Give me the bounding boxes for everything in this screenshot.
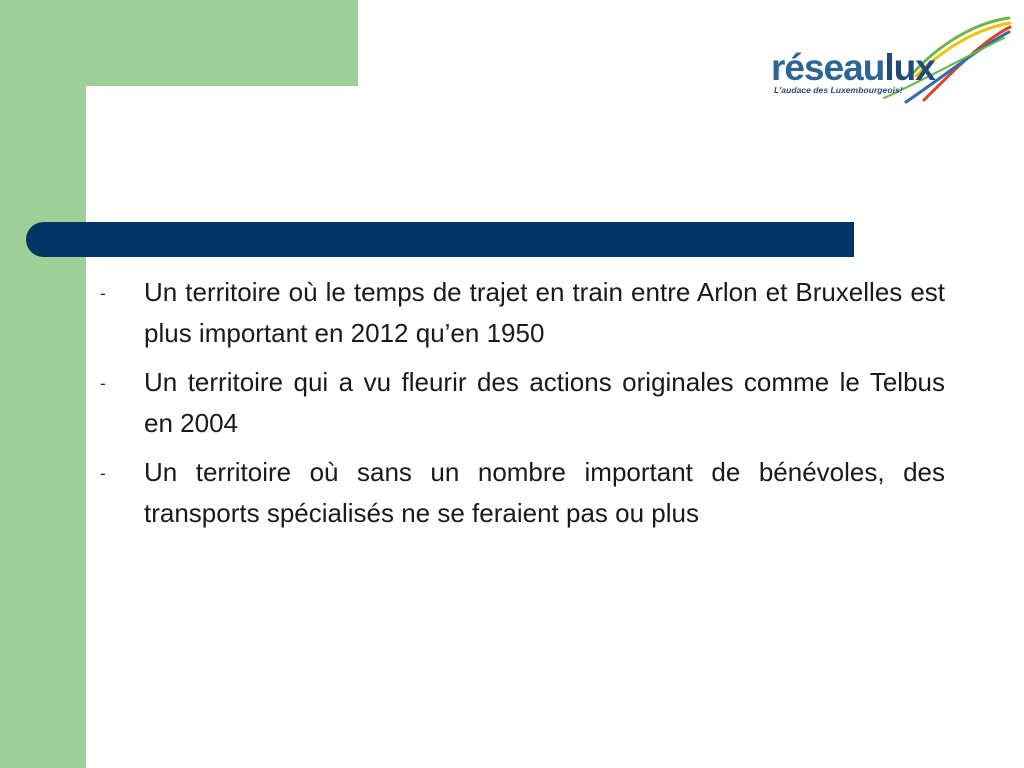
reseaulux-logo [764,10,1014,112]
logo-wordmark-part2: lux [884,47,935,88]
bullet-list [100,272,945,542]
list-item [100,452,945,534]
title-bar [26,222,854,257]
green-side-band [0,0,86,768]
bullet-marker: - [100,464,106,483]
bullet-text: Un territoire où sans un nombre important de bénévoles, des transports spécialisés ne se feraient pas ou plus [144,457,945,528]
bullet-text: Un territoire qui a vu fleurir des actions originales comme le Telbus en 2004 [144,367,945,438]
logo-wordmark-part1: réseau [771,47,885,88]
bullet-marker: - [100,284,106,303]
logo-wordmark [771,48,935,88]
green-top-band [86,0,358,86]
list-item [100,272,945,354]
bullet-text: Un territoire où le temps de trajet en train entre Arlon et Bruxelles est plus important en 2012 qu’en 1950 [144,277,945,348]
list-item [100,362,945,444]
logo-tagline: L'audace des Luxembourgeois! [774,85,903,95]
bullet-marker: - [100,374,106,393]
rounded-corner [86,86,146,146]
